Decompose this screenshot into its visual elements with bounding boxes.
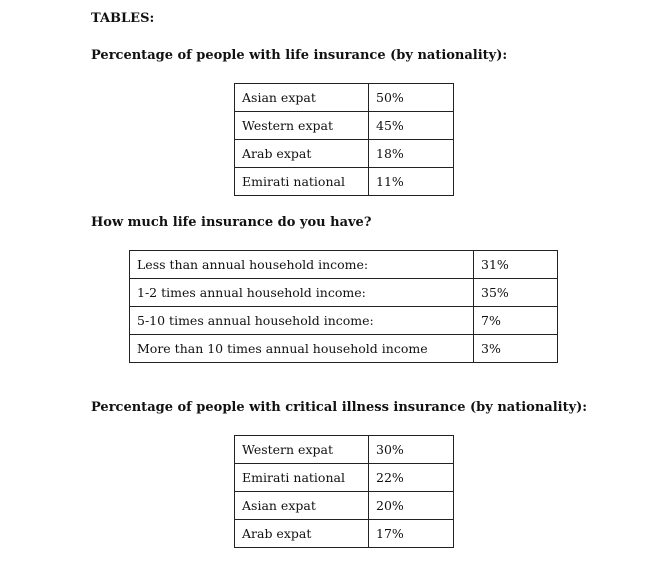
row-value: 50% (369, 84, 454, 112)
row-label: 5-10 times annual household income: (130, 307, 474, 335)
row-label: Western expat (235, 436, 369, 464)
row-value: 17% (369, 520, 454, 548)
row-label: More than 10 times annual household income (130, 335, 474, 363)
row-value: 18% (369, 140, 454, 168)
row-label: Emirati national (235, 464, 369, 492)
life-insurance-heading: Percentage of people with life insurance (by nationality): (91, 48, 508, 63)
row-value: 30% (369, 436, 454, 464)
row-label: Emirati national (235, 168, 369, 196)
table-row (130, 335, 558, 363)
row-value: 3% (474, 335, 558, 363)
table-row (235, 140, 454, 168)
table-row (235, 436, 454, 464)
table-row (235, 112, 454, 140)
coverage-amount-heading: How much life insurance do you have? (91, 215, 372, 230)
table-row (235, 84, 454, 112)
life-insurance-table (234, 83, 454, 196)
row-label: Arab expat (235, 140, 369, 168)
table-row (235, 492, 454, 520)
section-title: TABLES: (91, 11, 155, 26)
row-value: 22% (369, 464, 454, 492)
row-value: 35% (474, 279, 558, 307)
row-label: Arab expat (235, 520, 369, 548)
row-label: 1-2 times annual household income: (130, 279, 474, 307)
row-value: 45% (369, 112, 454, 140)
coverage-amount-table (129, 250, 558, 363)
table-row (235, 464, 454, 492)
table-row (130, 307, 558, 335)
table-row (235, 520, 454, 548)
critical-illness-heading: Percentage of people with critical illness insurance (by nationality): (91, 400, 588, 415)
table-row (130, 279, 558, 307)
table-row (130, 251, 558, 279)
row-value: 11% (369, 168, 454, 196)
table-row (235, 168, 454, 196)
row-value: 7% (474, 307, 558, 335)
critical-illness-table (234, 435, 454, 548)
row-label: Less than annual household income: (130, 251, 474, 279)
row-label: Asian expat (235, 84, 369, 112)
row-label: Western expat (235, 112, 369, 140)
row-value: 20% (369, 492, 454, 520)
row-value: 31% (474, 251, 558, 279)
row-label: Asian expat (235, 492, 369, 520)
